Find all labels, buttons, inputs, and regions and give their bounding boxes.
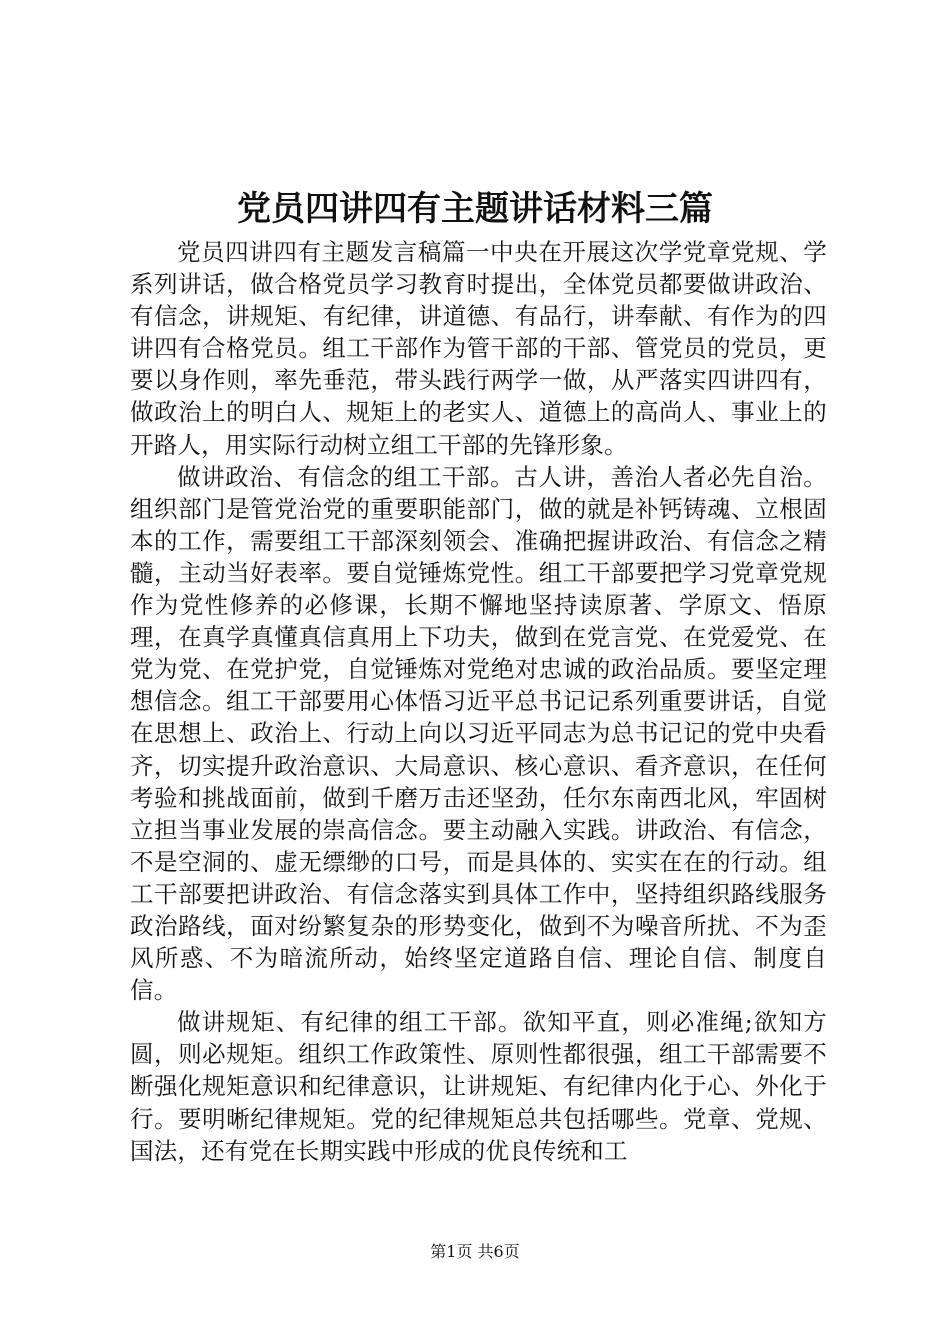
- document-body: [130, 236, 827, 1167]
- page-footer: 第1页 共6页: [430, 1242, 520, 1261]
- paragraph-3: 做讲规矩、有纪律的组工干部。欲知平直，则必准绳;欲知方圆，则必规矩。组织工作政策性、原则性都很强，组工干部需要不断强化规矩意识和纪律意识，让讲规矩、有纪律内化于心、外化于行。要明晰纪律规矩。党的纪律规矩总共包括哪些。党章、党规、国法，还有党在长期实践中形成的优良传统和工: [130, 1008, 827, 1165]
- paragraph-1: 党员四讲四有主题发言稿篇一中央在开展这次学党章党规、学系列讲话，做合格党员学习教育时提出，全体党员都要做讲政治、有信念，讲规矩、有纪律，讲道德、有品行，讲奉献、有作为的四讲四有合格党员。组工干部作为管干部的干部、管党员的党员，更要以身作则，率先垂范，带头践行两学一做，从严落实四讲四有，做政治上的明白人、规矩上的老实人、道德上的高尚人、事业上的开路人，用实际行动树立组工干部的先锋形象。: [130, 238, 827, 459]
- document-title: 党员四讲四有主题讲话材料三篇: [237, 189, 713, 229]
- paragraph-2: 做讲政治、有信念的组工干部。古人讲，善治人者必先自治。组织部门是管党治党的重要职能部门，做的就是补钙铸魂、立根固本的工作，需要组工干部深刻领会、准确把握讲政治、有信念之精髓，主动当好表率。要自觉锤炼党性。组工干部要把学习党章党规作为党性修养的必修课，长期不懈地坚持读原著、学原文、悟原理，在真学真懂真信真用上下功夫，做到在党言党、在党爱党、在党为党、在党护党，自觉锤炼对党绝对忠诚的政治品质。要坚定理想信念。组工干部要用心体悟习近平总书记记系列重要讲话，自觉在思想上、政治上、行动上向以习近平同志为总书记记的党中央看齐，切实提升政治意识、大局意识、核心意识、看齐意识，在任何考验和挑战面前，做到千磨万击还坚劲，任尔东南西北风，牢固树立担当事业发展的崇高信念。要主动融入实践。讲政治、有信念，不是空洞的、虚无缥缈的口号，而是具体的、实实在在的行动。组工干部要把讲政治、有信念落实到具体工作中，坚持组织路线服务政治路线，面对纷繁复杂的形势变化，做到不为噪音所扰、不为歪风所惑、不为暗流所动，始终坚定道路自信、理论自信、制度自信。: [130, 462, 827, 1005]
